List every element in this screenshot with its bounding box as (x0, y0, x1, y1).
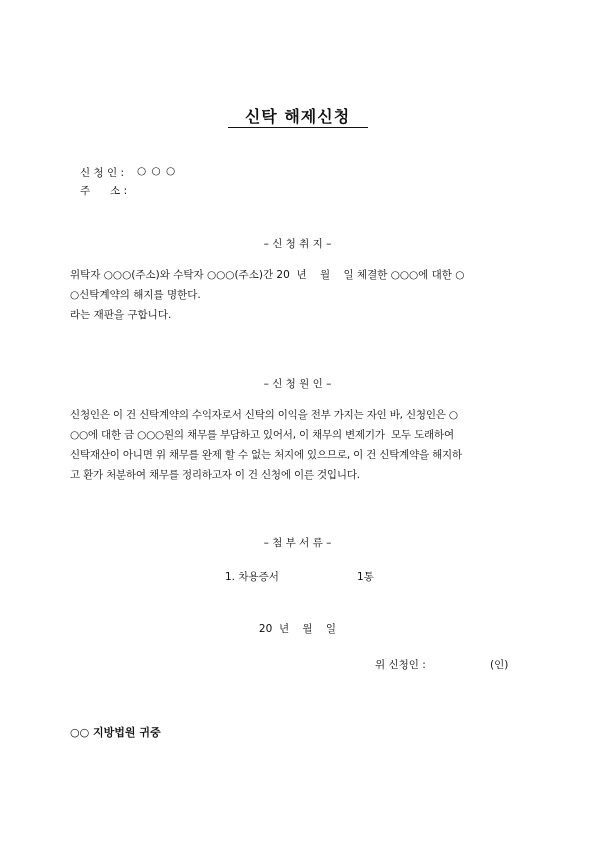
purpose-paragraph (70, 265, 528, 325)
applicant-label: 신 청 인 : (80, 167, 124, 179)
section-heading-attachments: – 첨 부 서 류 – (263, 537, 332, 549)
purpose-line: 위탁자 ○○○(주소)와 수탁자 ○○○(주소)간 20 년 월 일 체결한 ○○○에 대한 ○ (70, 269, 465, 281)
attachment-count: 1통 (357, 571, 374, 583)
document-title: 신탁 해제신청 (244, 107, 351, 126)
court-addressee: ○○ 지방법원 귀중 (70, 726, 161, 739)
section-heading-cause: – 신 청 원 인 – (263, 378, 332, 390)
address-label: 주 소 : (80, 185, 128, 197)
cause-line: ○○에 대한 금 ○○○원의 채무를 부담하고 있어서, 이 채무의 변제기가 모두 도래하여 (70, 429, 454, 441)
seal-mark: (인) (490, 659, 509, 671)
section-heading-purpose: – 신 청 취 지 – (263, 238, 332, 250)
cause-paragraph (70, 405, 528, 485)
cause-line: 신탁재산이 아니면 위 채무를 완제 할 수 없는 처지에 있으므로, 이 건 신탁계약을 해지하 (70, 449, 462, 461)
cause-line: 신청인은 이 건 신탁계약의 수익자로서 신탁의 이익을 전부 가지는 자인 바, 신청인은 ○ (70, 409, 458, 421)
attachment-item: 1. 차용증서 (225, 571, 279, 583)
purpose-line: ○신탁계약의 해지를 명한다. (70, 289, 201, 301)
date-line: 20 년 월 일 (258, 623, 337, 635)
applicant-value: ○ ○ ○ (137, 165, 177, 177)
title-underline (228, 127, 368, 128)
signer-label: 위 신청인 : (375, 659, 426, 671)
purpose-line: 라는 재판을 구합니다. (70, 309, 172, 321)
cause-line: 고 환가 처분하여 채무를 정리하고자 이 건 신청에 이른 것입니다. (70, 469, 360, 481)
